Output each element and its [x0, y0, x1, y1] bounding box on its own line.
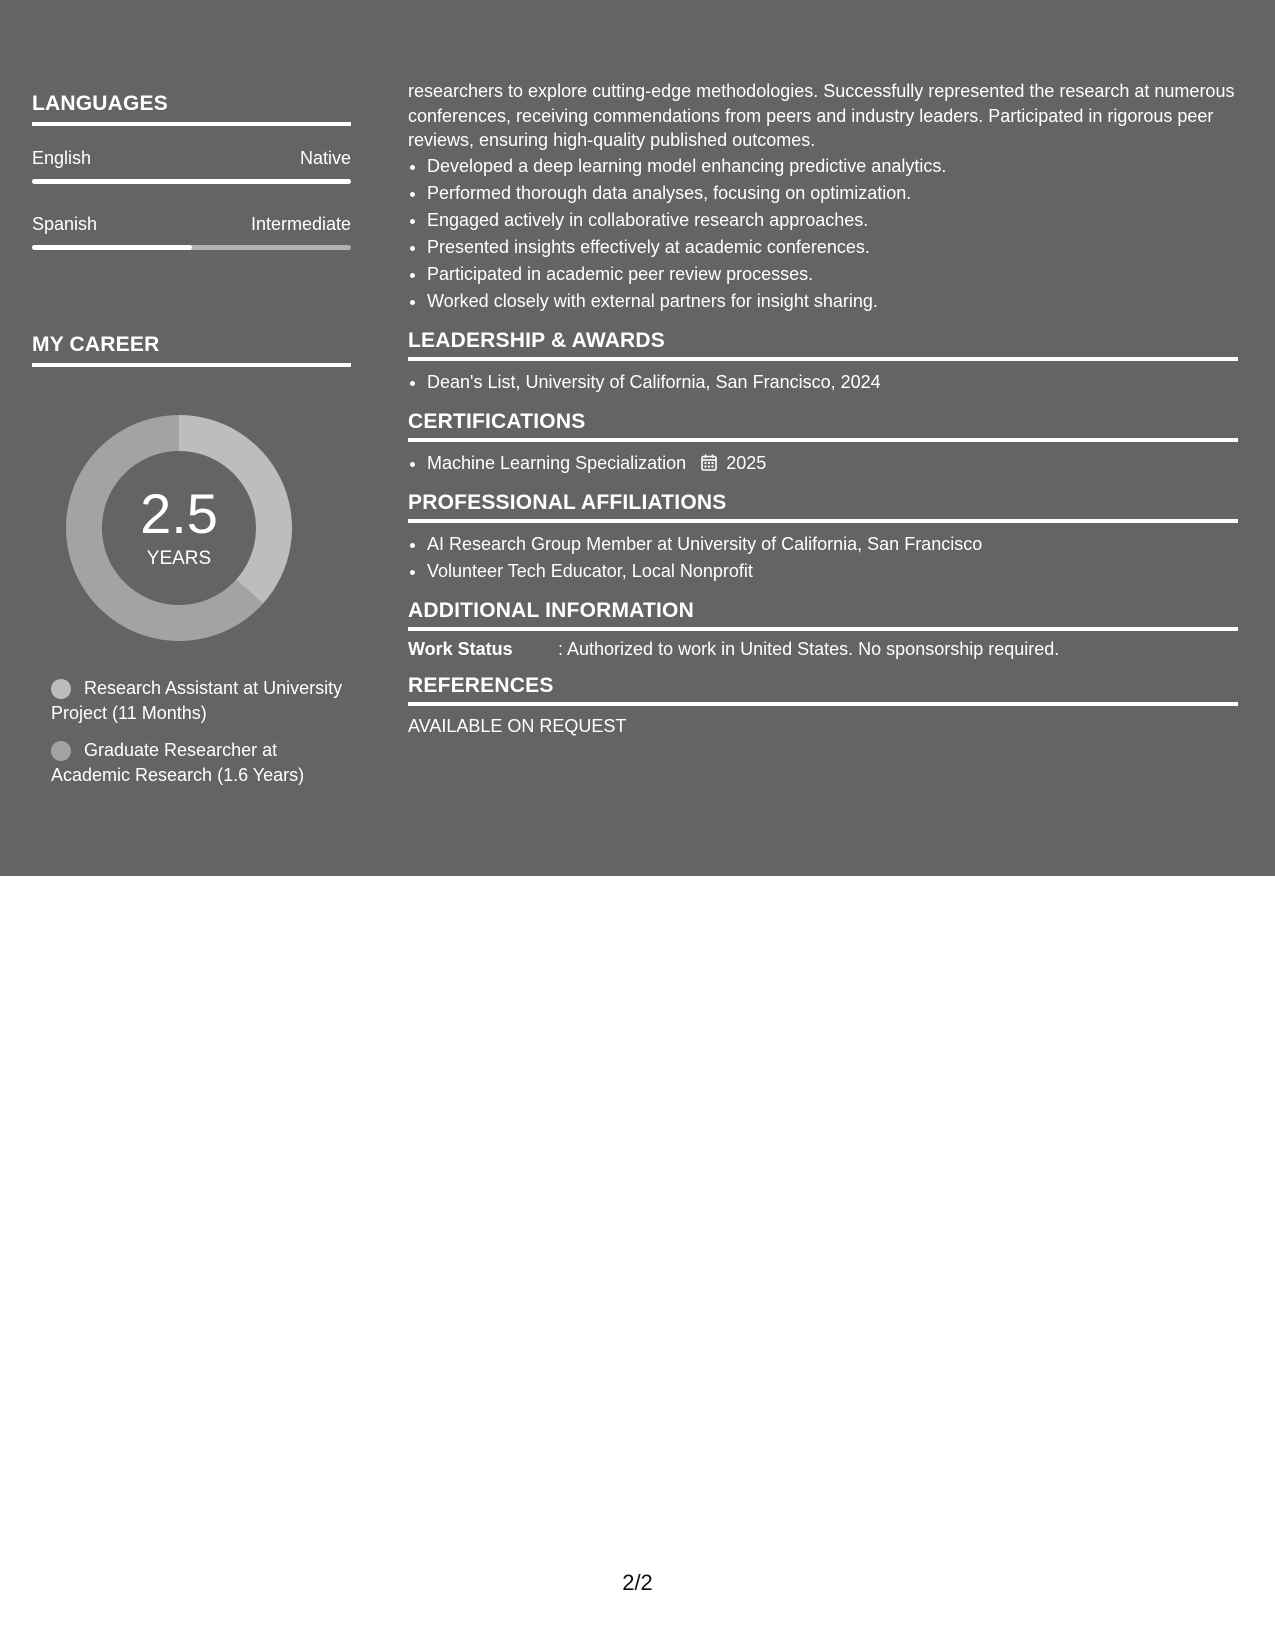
additional-info-title: ADDITIONAL INFORMATION: [408, 599, 1238, 631]
language-item: [32, 148, 351, 184]
references-text: AVAILABLE ON REQUEST: [408, 715, 627, 736]
career-total-years: 2.5: [140, 482, 218, 545]
certification-item: [427, 450, 1238, 477]
references-section: [408, 674, 1238, 737]
language-name: English: [32, 148, 92, 168]
leadership-title: LEADERSHIP & AWARDS: [408, 329, 1238, 361]
list-item: • AI Research Group Member at University of California, San Francisco: [427, 531, 1238, 558]
list-item: • Developed a deep learning model enhancing predictive analytics.: [427, 153, 1238, 180]
career-section: [32, 333, 351, 367]
affiliations-section: [408, 491, 1238, 585]
career-legend-label: Research Assistant at University Project (11 Months): [51, 678, 343, 723]
language-level: Native: [299, 148, 351, 168]
list-item: • Participated in academic peer review processes.: [427, 261, 1238, 288]
language-level: Intermediate: [250, 214, 351, 234]
list-item: • Performed thorough data analyses, focusing on optimization.: [427, 180, 1238, 207]
main-column: [408, 79, 1238, 737]
work-status-row: [408, 639, 1238, 660]
career-legend-item: [51, 676, 351, 726]
certification-name: Machine Learning Specialization: [427, 452, 687, 473]
career-legend: [51, 676, 351, 800]
list-item: • Engaged actively in collaborative research approaches.: [427, 207, 1238, 234]
calendar-icon: [701, 454, 717, 471]
page-number: 2/2: [622, 1570, 653, 1595]
work-status-value: : Authorized to work in United States. No sponsorship required.: [558, 638, 1060, 659]
language-proficiency-fill: [32, 179, 351, 184]
legend-dot-icon: [51, 741, 71, 761]
experience-description: researchers to explore cutting-edge methodologies. Successfully represented the research at numerous conferences, receiving commendations from peers and industry leaders. Participated in rigorous peer reviews, ensuring high-quality published outcomes.: [408, 81, 1235, 150]
career-legend-label: Graduate Researcher at Academic Research (1.6 Years): [51, 740, 305, 785]
list-item: • Dean's List, University of California, San Francisco, 2024: [427, 369, 1238, 396]
career-total-unit: YEARS: [146, 548, 212, 569]
career-legend-item: [51, 738, 351, 788]
references-title: REFERENCES: [408, 674, 1238, 706]
language-name: Spanish: [32, 214, 98, 234]
affiliations-title: PROFESSIONAL AFFILIATIONS: [408, 491, 1238, 523]
language-proficiency-bar: [32, 179, 351, 184]
language-item: [32, 214, 351, 250]
language-proficiency-bar: [32, 245, 351, 250]
certification-year: 2025: [726, 452, 767, 473]
certifications-title: CERTIFICATIONS: [408, 410, 1238, 442]
languages-section: [32, 92, 351, 250]
additional-info-section: [408, 599, 1238, 660]
career-donut-label: [64, 413, 294, 643]
leadership-section: [408, 329, 1238, 396]
languages-title: LANGUAGES: [32, 92, 351, 126]
experience-bullets: [408, 153, 1238, 315]
list-item: • Presented insights effectively at academic conferences.: [427, 234, 1238, 261]
language-proficiency-fill: [32, 245, 192, 250]
work-status-label: Work Status: [408, 638, 513, 659]
list-item: • Volunteer Tech Educator, Local Nonprofit: [427, 558, 1238, 585]
certifications-section: [408, 410, 1238, 477]
legend-dot-icon: [51, 679, 71, 699]
list-item: • Worked closely with external partners for insight sharing.: [427, 288, 1238, 315]
career-title: MY CAREER: [32, 333, 351, 367]
